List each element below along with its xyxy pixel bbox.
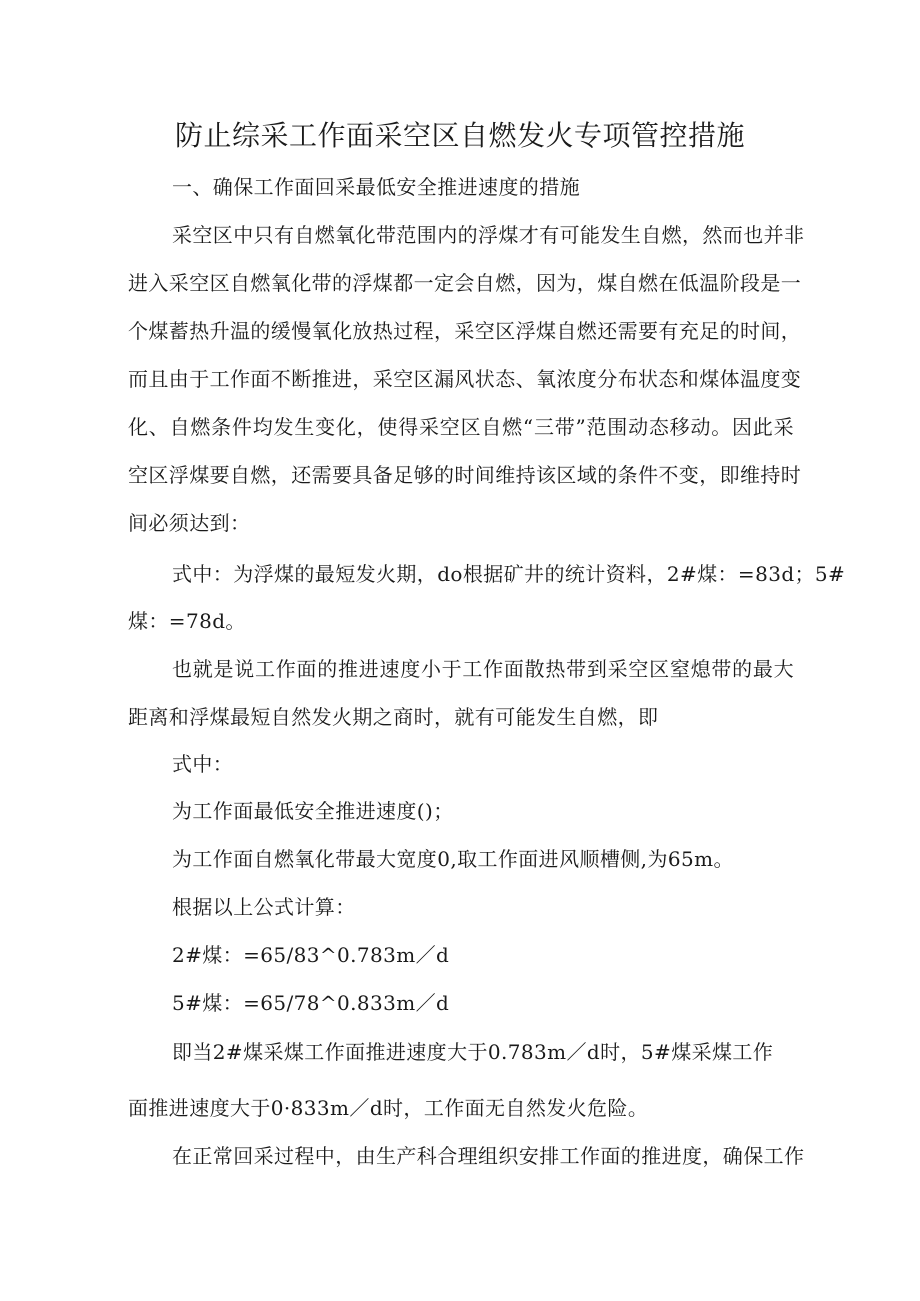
paragraph-line: 个煤蓄热升温的缓慢氧化放热过程，采空区浮煤自燃还需要有充足的时间， [128, 319, 802, 343]
paragraph-line: 距离和浮煤最短自然发火期之商时，就有可能发生自燃，即 [128, 705, 659, 729]
paragraph-line: 间必须达到： [128, 511, 251, 535]
calc-intro: 根据以上公式计算： [172, 895, 356, 919]
document-title: 防止综采工作面采空区自燃发火专项管控措施 [174, 119, 745, 152]
definition-line: 为工作面自燃氧化带最大宽度0,取工作面进风顺槽侧,为65m。 [172, 847, 734, 871]
paragraph-line: 空区浮煤要自燃，还需要具备足够的时间维持该区域的条件不变，即维持时 [128, 463, 802, 487]
conclusion-line: 面推进速度大于0·833m／d时，工作面无自然发火危险。 [128, 1096, 649, 1120]
section-heading: 一、确保工作面回采最低安全推进速度的措施 [172, 175, 580, 199]
paragraph-line: 式中：为浮煤的最短发火期，do根据矿井的统计资料，2#煤：=83d；5# [172, 562, 846, 586]
paragraph-line: 化、自燃条件均发生变化，使得采空区自燃“三带”范围动态移动。因此采 [128, 415, 794, 439]
paragraph-line: 进入采空区自燃氧化带的浮煤都一定会自燃，因为，煤自燃在低温阶段是一 [128, 271, 802, 295]
paragraph-line: 煤：=78d。 [128, 609, 246, 633]
paragraph-line: 在正常回采过程中，由生产科合理组织安排工作面的推进度，确保工作 [172, 1144, 805, 1168]
calc-line: 5#煤：=65/78^0.833m／d [172, 991, 450, 1015]
paragraph-line: 采空区中只有自燃氧化带范围内的浮煤才有可能发生自燃，然而也并非 [172, 223, 805, 247]
calc-line: 2#煤：=65/83^0.783m／d [172, 943, 450, 967]
formula-label: 式中： [172, 752, 234, 776]
paragraph-line: 而且由于工作面不断推进，采空区漏风状态、氧浓度分布状态和煤体温度变 [128, 367, 802, 391]
definition-line: 为工作面最低安全推进速度()； [172, 799, 454, 823]
conclusion-line: 即当2#煤采煤工作面推进速度大于0.783m／d时，5#煤采煤工作 [172, 1040, 774, 1064]
paragraph-line: 也就是说工作面的推进速度小于工作面散热带到采空区窒熄带的最大 [172, 657, 794, 681]
